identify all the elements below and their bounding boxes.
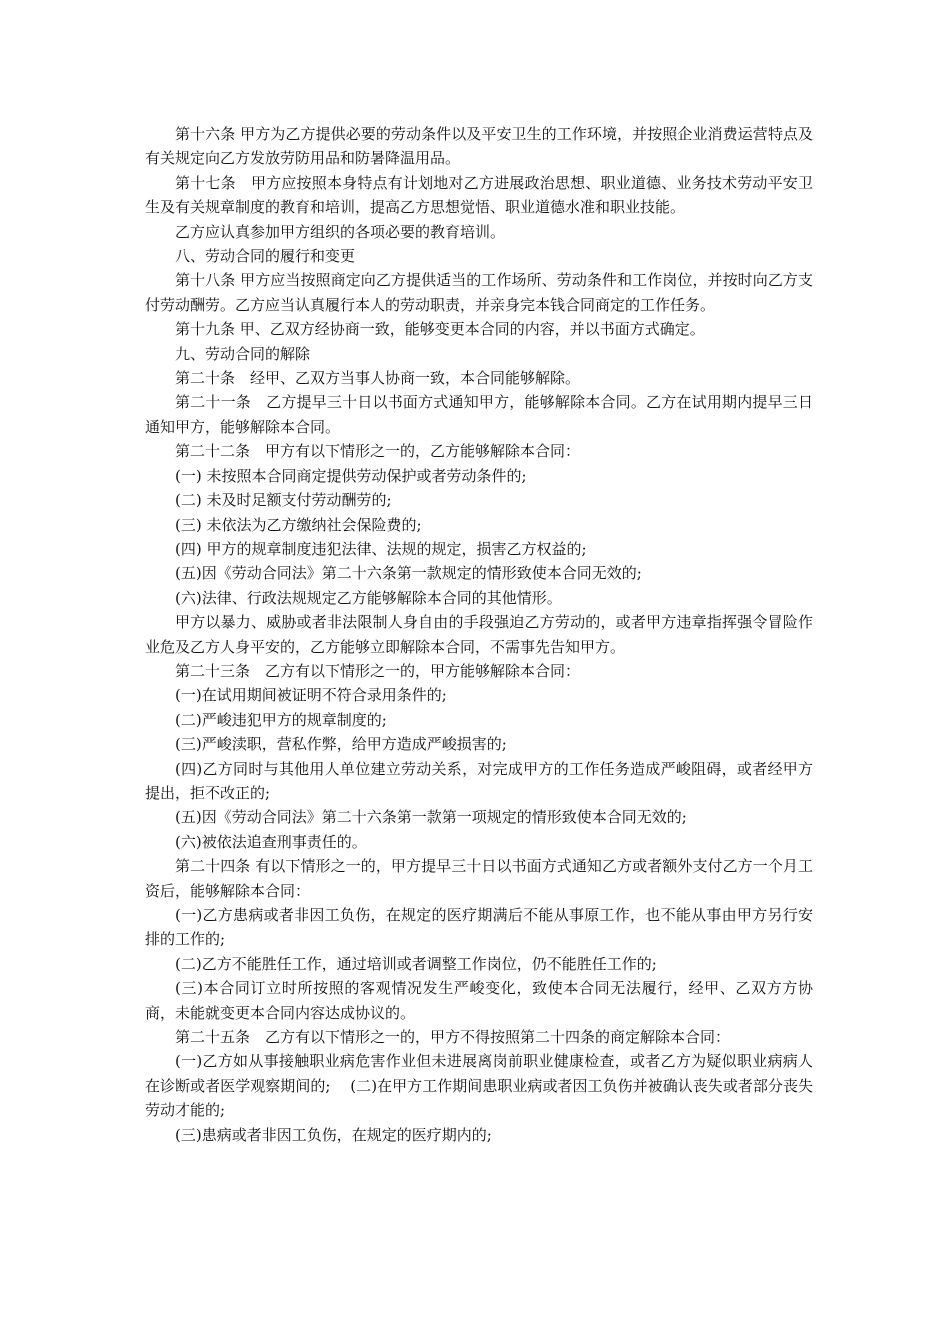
paragraph: 第十九条 甲、乙双方经协商一致，能够变更本合同的内容，并以书面方式确定。 bbox=[175, 320, 705, 339]
list-item: (三) 未依法为乙方缴纳社会保险费的; bbox=[175, 515, 422, 534]
list-item: (四) 甲方的规章制度违犯法律、法规的规定，损害乙方权益的; bbox=[175, 539, 587, 558]
list-item: (二)乙方不能胜任工作，通过培训或者调整工作岗位，仍不能胜任工作的; bbox=[175, 954, 657, 973]
list-item: (六)法律、行政法规规定乙方能够解除本合同的其他情形。 bbox=[175, 588, 562, 607]
paragraph: 第十八条 甲方应当按照商定向乙方提供适当的工作场所、劳动条件和工作岗位，并按时向乙方支付劳动酬劳。乙方应当认真履行本人的劳动职责，并亲身完本钱合同商定的工作任务。 bbox=[145, 271, 813, 314]
paragraph: 第二十条 经甲、乙双方当事人协商一致，本合同能够解除。 bbox=[175, 369, 581, 388]
list-item: (三)严峻渎职，营私作弊，给甲方造成严峻损害的; bbox=[175, 735, 507, 754]
list-item: (一)在试用期间被证明不符合录用条件的; bbox=[175, 686, 447, 705]
list-item: (六)被依法追查刑事责任的。 bbox=[175, 832, 367, 851]
list-item: (五)因《劳动合同法》第二十六条第一款规定的情形致使本合同无效的; bbox=[175, 564, 642, 583]
paragraph: 第二十二条 甲方有以下情形之一的，乙方能够解除本合同： bbox=[175, 442, 581, 461]
paragraph: 第十六条 甲方为乙方提供必要的劳动条件以及平安卫生的工作环境，并按照企业消费运营特点及有关规定向乙方发放劳防用品和防暑降温用品。 bbox=[145, 125, 813, 168]
paragraph: 第二十四条 有以下情形之一的，甲方提早三十日以书面方式通知乙方或者额外支付乙方一个月工资后，能够解除本合同： bbox=[145, 857, 813, 900]
list-item: (三)本合同订立时所按照的客观情况发生严峻变化，致使本合同无法履行，经甲、乙双方方协商，未能就变更本合同内容达成协议的。 bbox=[145, 979, 813, 1022]
paragraph: 第十七条 甲方应按照本身特点有计划地对乙方进展政治思想、职业道德、业务技术劳动平安卫生及有关规章制度的教育和培训，提高乙方思想觉悟、职业道德水准和职业技能。 bbox=[145, 173, 813, 217]
list-item: (四)乙方同时与其他用人单位建立劳动关系，对完成甲方的工作任务造成严峻阻碍，或者经甲方提出，拒不改正的; bbox=[145, 759, 813, 802]
document-body bbox=[145, 122, 813, 1147]
paragraph: 第二十五条 乙方有以下情形之一的，甲方不得按照第二十四条的商定解除本合同： bbox=[175, 1028, 731, 1047]
list-item: (二)严峻违犯甲方的规章制度的; bbox=[175, 710, 387, 729]
list-item: (三)患病或者非因工负伤，在规定的医疗期内的; bbox=[175, 1125, 492, 1144]
section-heading: 九、劳动合同的解除 bbox=[175, 344, 311, 363]
list-item: (一) 未按照本合同商定提供劳动保护或者劳动条件的; bbox=[175, 466, 527, 485]
section-heading: 八、劳动合同的履行和变更 bbox=[175, 247, 356, 266]
list-item: (一)乙方如从事接触职业病危害作业但未进展离岗前职业健康检查，或者乙方为疑似职业病病人在诊断或者医学观察期间的; (二)在甲方工作期间患职业病或者因工负伤并被确认丧失或者部分丧失劳动才能的; bbox=[145, 1052, 813, 1120]
paragraph: 乙方应认真参加甲方组织的各项必要的教育培训。 bbox=[175, 222, 506, 241]
list-item: (一)乙方患病或者非因工负伤，在规定的医疗期满后不能从事原工作，也不能从事由甲方另行安排的工作的; bbox=[145, 906, 813, 949]
list-item: (五)因《劳动合同法》第二十六条第一款第一项规定的情形致使本合同无效的; bbox=[175, 808, 687, 827]
list-item: (二) 未及时足额支付劳动酬劳的; bbox=[175, 491, 392, 510]
paragraph: 第二十三条 乙方有以下情形之一的，甲方能够解除本合同： bbox=[175, 661, 581, 680]
paragraph: 甲方以暴力、威胁或者非法限制人身自由的手段强迫乙方劳动的，或者甲方违章指挥强令冒险作业危及乙方人身平安的，乙方能够立即解除本合同，不需事先告知甲方。 bbox=[145, 613, 813, 656]
paragraph: 第二十一条 乙方提早三十日以书面方式通知甲方，能够解除本合同。乙方在试用期内提早三日通知甲方，能够解除本合同。 bbox=[145, 393, 813, 436]
